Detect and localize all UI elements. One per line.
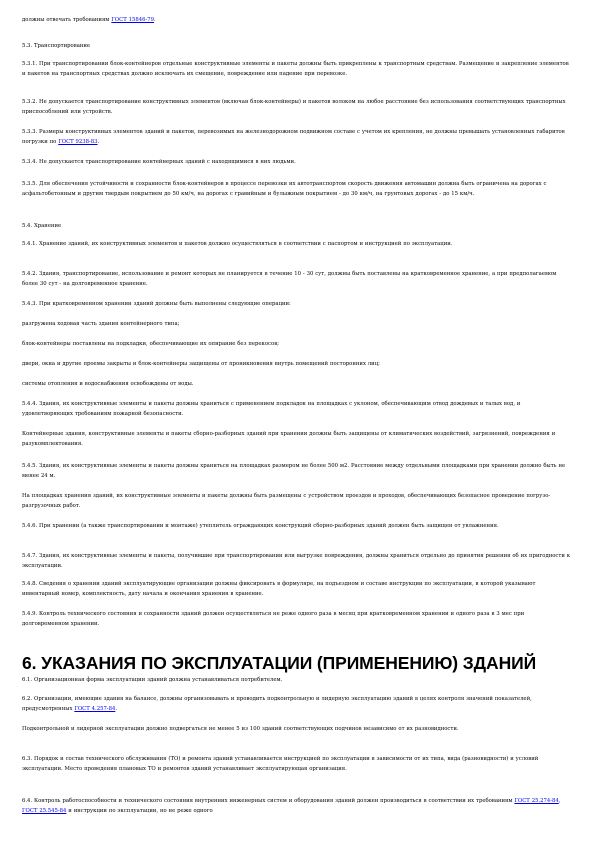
text-run: Контейнерные здания, конструктивные элементы и пакеты сборно-разборных зданий при хранении должны быть защищены от климатических воздействий, загрязнений, повреждения и разукомплектования. xyxy=(22,431,556,447)
text-run: 5.3.5. Для обеспечения устойчивости и сохранности блок-контейнеров в процессе перевозки их автотранспортом скорость движения автомашин должна быть ограничена на дорогах с асфальтобетонным и другим твердым покрытием до 50 км/ч, на дорогах с гравийным и булыжным покрытием - до 30 км/ч, на грунтовых дорогах - до 15 км/ч. xyxy=(22,181,547,197)
paragraph xyxy=(22,222,572,232)
text-run: 5.3.3. Размеры конструктивных элементов зданий и пакетов, перевозимых на железнодорожном подвижном составе с учетом их крепления, не должны превышать установленных габаритов погрузки по xyxy=(22,129,565,145)
text-run: 6.4. Контроль работоспособности и технического состояния внутренних инженерных систем и оборудования зданий должен производиться в соответствии их требованиям xyxy=(22,798,515,804)
paragraph xyxy=(22,430,572,450)
text-run: разгружена ходовая часть здания контейнерного типа; xyxy=(22,321,180,327)
document-link[interactable]: ГОСТ 15846-79 xyxy=(111,17,154,23)
text-run: . xyxy=(115,705,118,712)
text-run: . xyxy=(154,17,156,23)
text-run: 5.3. Транспортирование xyxy=(22,43,91,49)
text-run: 6. УКАЗАНИЯ ПО ЭКСПЛУАТАЦИИ (ПРИМЕНЕНИЮ) ЗДАНИЙ xyxy=(22,653,537,673)
text-run: 5.4.3. При кратковременном хранении зданий должны быть выполнены следующие операции: xyxy=(22,301,291,307)
paragraph xyxy=(22,300,572,310)
text-run: двери, окна и другие проемы закрыты и блок-контейнеры защищены от проникновения внутрь помещений посторонних лиц; xyxy=(22,361,380,367)
text-run: 5.3.2. Не допускается транспортирование конструктивных элементов (включая блок-контейнеры) и пакетов волоком на любое расстояние без использования соответствующих транспортных приспособлений или устройств. xyxy=(22,99,566,115)
text-run: блок-контейнеры поставлены на подкладки, обеспечивающие их опирание без перекосов; xyxy=(22,341,279,347)
paragraph xyxy=(22,380,572,390)
paragraph xyxy=(22,340,572,350)
text-run: 6.1. Организационная форма эксплуатации зданий должна устанавливаться потребителем. xyxy=(22,677,283,683)
text-run: , xyxy=(558,798,561,804)
paragraph xyxy=(22,42,572,52)
text-run: 5.3.4. Не допускается транспортирование контейнерных зданий с находящимися в них людьми. xyxy=(22,159,296,165)
text-run: должны отвечать требованиям xyxy=(22,17,112,23)
paragraph xyxy=(22,180,572,200)
paragraph xyxy=(22,462,572,482)
text-run: 5.4.5. Здания, их конструктивные элементы и пакеты должны храниться на площадках размером не более 500 м2. Расстояние между отдельными площадками при хранении должно быть не менее 24 м. xyxy=(22,463,566,479)
text-run: 5.4.6. При хранении (а также транспортировании и монтаже) утеплитель ограждающих конструкций сборно-разборных зданий должен быть защищен от увлажнения. xyxy=(22,523,499,529)
text-run: 5.4.8. Сведения о хранении зданий эксплуатирующие организации должны фиксировать в формуляре, на подъездном и составе инструкции по эксплуатации, в которой указывают инвентарный номер, комплектность, дату начала и окончания хранения в хранение. xyxy=(22,581,536,597)
section-heading xyxy=(22,652,572,674)
text-run: На площадках хранения зданий, их конструктивные элементы и пакеты должны быть размещены с устройством проездов и проходов, обеспечивающих безопасное проведение погрузо-разгрузочных работ. xyxy=(22,493,551,509)
paragraph xyxy=(22,610,572,630)
paragraph xyxy=(22,16,572,26)
document-link[interactable]: ГОСТ 25.274-84 xyxy=(514,798,559,804)
text-run: 6.3. Порядок и состав технического обслуживания (ТО) и ремонта зданий устанавливается инструкцией по эксплуатации в зависимости от их типа, вида (разновидности) и условий эксплуатации. Место проведения плановых ТО и ремонтов зданий устанавливает эксплуатирующая организация. xyxy=(22,756,539,772)
paragraph xyxy=(22,676,572,686)
paragraph xyxy=(22,492,572,512)
paragraph xyxy=(22,797,572,817)
paragraph xyxy=(22,522,572,532)
paragraph xyxy=(22,128,572,148)
paragraph xyxy=(22,400,572,420)
text-run: . xyxy=(97,138,100,145)
text-run: и инструкции по эксплуатации, но не реже одного xyxy=(66,807,213,814)
text-run: 5.4. Хранение xyxy=(22,223,62,229)
text-run: 5.4.4. Здания, их конструктивные элементы и пакеты должны храниться с применением подкладок на площадках с уклоном, обеспечивающим отвод дождевых и талых вод, и удовлетворяющих требованиям пожарной безопасности. xyxy=(22,401,521,417)
paragraph xyxy=(22,60,572,80)
paragraph xyxy=(22,270,572,290)
paragraph xyxy=(22,360,572,370)
paragraph xyxy=(22,320,572,330)
paragraph xyxy=(22,158,572,168)
text-run: 5.4.1. Хранение зданий, их конструктивных элементов и пакетов должно осуществляться в соответствии с паспортом и инструкцией по эксплуатации. xyxy=(22,241,453,247)
text-run: 5.4.7. Здания, их конструктивные элементы и пакеты, получившие при транспортировании или выгрузке повреждения, должны храниться отдельно до принятия решения об их пригодности к эксплуатации. xyxy=(22,553,571,569)
text-run: 5.3.1. При транспортировании блок-контейнеров отдельные конструктивные элементы и пакеты должны быть прикреплены к транспортным средствам. Размещение и закрепление элементов и пакетов на транспортных средствах должно исключать их смещение, повреждение или падение при перевозке. xyxy=(22,61,569,77)
paragraph xyxy=(22,755,572,775)
document-link[interactable]: ГОСТ 9238-83 xyxy=(58,138,98,145)
paragraph xyxy=(22,695,572,715)
text-run: 6.2. Организации, имеющие здания на балансе, должны организовывать и проводить подконтрольную и лидерную эксплуатацию зданий в целях контроля значений показателей, предусмотренных xyxy=(22,696,532,712)
text-run: 5.4.2. Здания, транспортирование, использование и ремонт которых не планируется в течение 10 - 30 сут, должны быть поставлены на кратковременное хранение, а при предполагаемом более 30 сут - на долговременное хранение. xyxy=(22,271,557,287)
text-run: 5.4.9. Контроль технического состояния и сохранности зданий должен осуществляться не реже одного раза в месяц при кратковременном хранении и одного раза в 3 мес при долговременном хранении. xyxy=(22,611,525,627)
paragraph xyxy=(22,580,572,600)
paragraph xyxy=(22,98,572,118)
paragraph xyxy=(22,240,572,250)
document-link[interactable]: ГОСТ 25.545-84 xyxy=(22,807,67,814)
paragraph xyxy=(22,552,572,572)
paragraph xyxy=(22,725,572,735)
text-run: системы отопления и водоснабжения освобождены от воды. xyxy=(22,381,194,387)
document-link[interactable]: ГОСТ 4.257-84 xyxy=(74,705,116,712)
text-run: Подконтрольной и лидерной эксплуатации должно подвергаться не менее 5 из 100 зданий соответствующих подчинов независимо от их разновидности. xyxy=(22,726,459,732)
